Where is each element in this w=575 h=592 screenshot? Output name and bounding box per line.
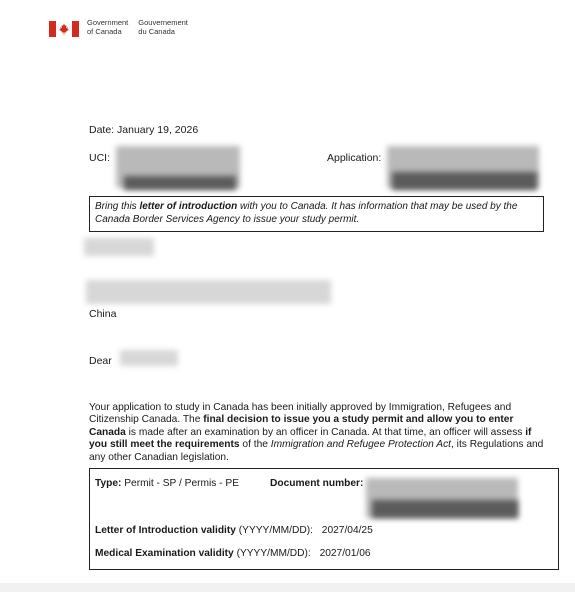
permit-type-row <box>95 477 239 490</box>
application-label: Application: <box>327 152 382 164</box>
wordmark-fr-line2: du Canada <box>138 27 175 36</box>
redacted-document-barcode <box>372 500 518 518</box>
medical-validity-format: (YYYY/MM/DD): <box>236 548 311 559</box>
canada-flag-icon <box>49 21 79 37</box>
salutation: Dear <box>89 355 112 367</box>
wordmark-en-line1: Government <box>87 18 129 27</box>
wordmark-fr-line1: Gouvernement <box>138 18 188 27</box>
uci-label: UCI: <box>89 152 110 164</box>
french-wordmark <box>138 18 188 36</box>
permit-type-label: Type: <box>95 478 122 489</box>
loi-validity-value: 2027/04/25 <box>321 525 373 536</box>
body-bold-1: final decision to issue you a study permit and allow you to enter Canada <box>89 414 514 438</box>
introduction-notice <box>89 196 544 232</box>
letter-date: Date: January 19, 2026 <box>89 124 199 136</box>
body-text-1: Your application to study in Canada has been initially approved by Immigration, Refugees and Citizenship Canada. The <box>89 402 512 426</box>
redacted-name <box>84 238 154 256</box>
approval-paragraph <box>89 402 549 464</box>
wordmark-en-line2: of Canada <box>87 27 122 36</box>
redacted-salutation-name <box>120 350 178 366</box>
notice-bold-text: letter of introduction <box>139 201 238 212</box>
english-wordmark <box>87 18 128 36</box>
notice-text-1: Bring this <box>95 201 140 212</box>
loi-validity-label: Letter of Introduction validity <box>95 525 236 536</box>
body-italic-act: Immigration and Refugee Protection Act <box>270 439 452 451</box>
loi-validity-format: (YYYY/MM/DD): <box>238 525 313 536</box>
page-bottom-edge <box>0 583 575 592</box>
permit-type-value: Permit - SP / Permis - PE <box>124 478 239 489</box>
medical-validity-label: Medical Examination validity <box>95 548 234 559</box>
address-country: China <box>89 308 117 320</box>
body-bold-2: if you still meet the requirements <box>89 426 532 451</box>
government-header <box>49 18 188 37</box>
document-number-label: Document number: <box>270 478 364 489</box>
redacted-uci-barcode <box>124 176 236 190</box>
redacted-application-barcode <box>392 172 537 190</box>
body-text-4: , its Regulations and any other Canadian legislation. <box>89 439 544 463</box>
document-number-row <box>270 477 363 490</box>
body-text-2: is made after an examination by an officer in Canada. At that time, an officer will assess <box>125 426 526 438</box>
redacted-address <box>86 280 331 304</box>
medical-validity-row <box>95 547 371 560</box>
notice-text-2: with you to Canada. It has information that may be used by the Canada Border Services Agency to issue your study permit. <box>95 201 518 225</box>
body-text-3: of the <box>239 439 271 451</box>
loi-validity-row <box>95 524 373 537</box>
medical-validity-value: 2027/01/06 <box>319 548 371 559</box>
